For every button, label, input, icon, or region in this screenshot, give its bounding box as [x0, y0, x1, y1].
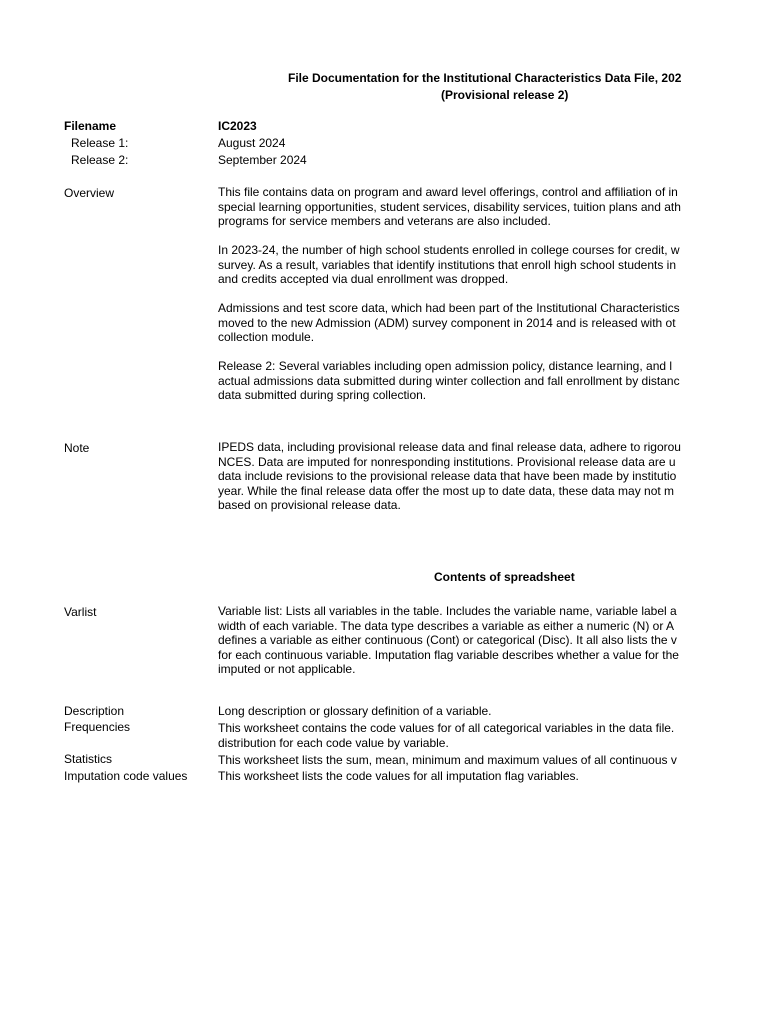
paragraph-line: defines a variable as either continuous (Cont) or categorical (Disc). It all also lists the v [218, 633, 677, 647]
paragraph-line: data submitted during spring collection. [218, 388, 427, 402]
paragraph-line: IPEDS data, including provisional release data and final release data, adhere to rigorou [218, 440, 681, 454]
paragraph-line: This file contains data on program and award level offerings, control and affiliation of in [218, 185, 678, 199]
release2-value: September 2024 [218, 153, 307, 167]
note-label: Note [64, 441, 90, 455]
paragraph-line: Variable list: Lists all variables in the table. Includes the variable name, variable label a [218, 604, 677, 618]
filename-value: IC2023 [218, 119, 257, 133]
note-paragraph [218, 440, 700, 513]
filename-label: Filename [64, 119, 117, 133]
paragraph-line: distribution for each code value by variable. [218, 735, 449, 750]
paragraph-line: In 2023-24, the number of high school students enrolled in college courses for credit, w [218, 243, 680, 257]
paragraph-line: for each continuous variable. Imputation flag variable describes whether a value for the [218, 647, 679, 662]
frequencies-label: Frequencies [64, 720, 131, 734]
contents-heading: Contents of spreadsheet [434, 570, 575, 584]
imputation-description [218, 769, 700, 784]
paragraph-line: NCES. Data are imputed for nonresponding institutions. Provisional release data are u [218, 454, 676, 469]
paragraph-line: actual admissions data submitted during winter collection and fall enrollment by distanc [218, 373, 680, 388]
varlist-description [218, 604, 700, 677]
description-value [218, 704, 700, 719]
paragraph-line: This worksheet lists the sum, mean, minimum and maximum values of all continuous v [218, 753, 677, 767]
overview-paragraph-2 [218, 243, 700, 287]
release1-value: August 2024 [218, 136, 286, 150]
statistics-label: Statistics [64, 752, 113, 766]
release1-label: Release 1: [71, 136, 129, 150]
paragraph-line: based on provisional release data. [218, 498, 401, 512]
paragraph-line: Long description or glossary definition of a variable. [218, 704, 492, 718]
paragraph-line: This worksheet lists the code values for all imputation flag variables. [218, 769, 579, 783]
overview-paragraph-3 [218, 301, 700, 345]
paragraph-line: moved to the new Admission (ADM) survey component in 2014 and is released with ot [218, 315, 676, 330]
overview-paragraph-4 [218, 359, 700, 403]
paragraph-line: special learning opportunities, student services, disability services, tuition plans and ath [218, 199, 681, 214]
paragraph-line: Admissions and test score data, which had been part of the Institutional Characteristics [218, 301, 680, 315]
paragraph-line: collection module. [218, 330, 315, 344]
paragraph-line: width of each variable. The data type describes a variable as either a numeric (N) or A [218, 618, 675, 633]
overview-paragraph-1 [218, 185, 700, 229]
imputation-label: Imputation code values [64, 769, 188, 783]
document-subtitle: (Provisional release 2) [441, 88, 569, 102]
paragraph-line: and credits accepted via dual enrollment was dropped. [218, 272, 509, 286]
paragraph-line: programs for service members and veterans are also included. [218, 214, 551, 228]
statistics-description [218, 753, 700, 768]
release2-label: Release 2: [71, 153, 129, 167]
paragraph-line: data include revisions to the provisional release data that have been made by institutio [218, 469, 677, 483]
paragraph-line: year. While the final release data offer the most up to date data, these data may not m [218, 483, 675, 498]
frequencies-description [218, 721, 700, 750]
description-label: Description [64, 704, 125, 718]
page-right-margin [700, 0, 768, 1024]
paragraph-line: survey. As a result, variables that identify institutions that enroll high school students in [218, 257, 677, 272]
paragraph-line: Release 2: Several variables including open admission policy, distance learning, and l [218, 359, 673, 373]
overview-label: Overview [64, 186, 115, 200]
document-title: File Documentation for the Institutional Characteristics Data File, 202 [288, 71, 682, 85]
paragraph-line: imputed or not applicable. [218, 662, 356, 676]
paragraph-line: This worksheet contains the code values for of all categorical variables in the data file. [218, 721, 675, 735]
varlist-label: Varlist [64, 605, 97, 619]
